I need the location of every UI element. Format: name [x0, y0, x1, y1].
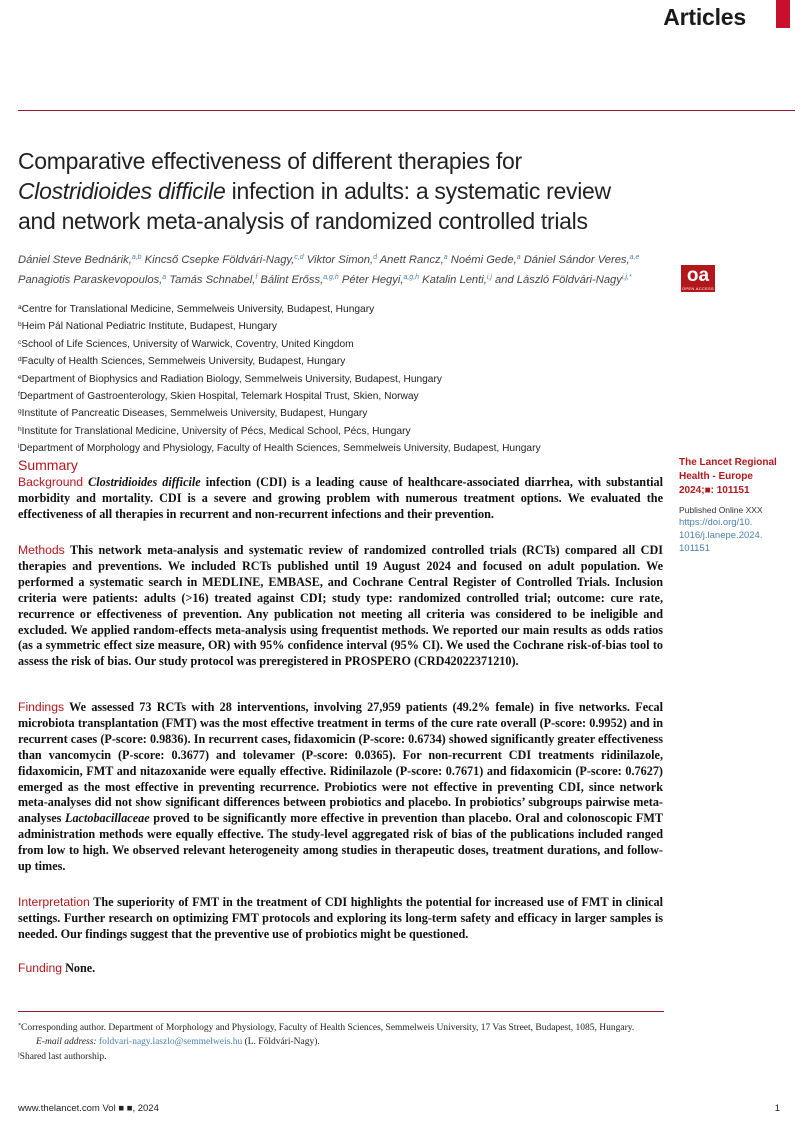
affiliation: $^d$Faculty of Health Sciences, Semmelweis University, Budapest, Hungary [18, 356, 346, 368]
affiliation: $^c$School of Life Sciences, University of Warwick, Coventry, United Kingdom [18, 338, 354, 350]
methods-text: This network meta-analysis and systematic review of randomized controlled trials (RCTs) compared all CDI therapies and preventions. We included RCTs published until 19 August 2024 and focused on adult population. We performed a systematic search in MEDLINE, EMBASE, and Cochrane Central Register of Controlled Trials. Inclusion criteria were patients: adults (>16) treated against CDI; study type: randomized controlled trial; outcome: cure rate, recurrence or effectiveness of prevention. Any publication not meeting all criteria was considered to be ineligible and excluded. We applied random-effects meta-analysis using frequentist methods. We reported our main results as odds ratios (as a symmetric effect size measure, OR) with 95% confidence interval (95% CI). We used the Cochrane risk-of-bias tool to assess the risk of bias. Our study protocol was preregistered in PROSPERO (CRD42022371210). [18, 543, 663, 669]
affiliation: $^e$Department of Biophysics and Radiation Biology, Semmelweis University, Budapest, Hungary [18, 373, 442, 385]
affiliation: $^b$Heim Pál National Pediatric Institute, Budapest, Hungary [18, 321, 278, 333]
title-italic: Clostridioides difficile [18, 178, 226, 204]
methods-label: Methods [18, 543, 65, 557]
interpretation-section [18, 895, 663, 943]
author[interactable]: Katalin Lenti,$^{i,j}$ [422, 274, 492, 286]
top-divider [18, 110, 795, 111]
footnotes [18, 1020, 663, 1065]
interpretation-text: The superiority of FMT in the treatment of CDI highlights the potential for increased use of FMT in clinical settings. Further research on optimizing FMT protocols and exploring its long-term safety and efficacy in larger samples is needed. Our findings suggest that the preventive use of probiotics might be questioned. [18, 895, 663, 941]
author[interactable]: Panagiotis Paraskevopoulos,$^a$ [18, 274, 167, 286]
author[interactable]: Bálint Erőss,$^{a,g,h}$ [260, 274, 339, 286]
funding-text: None. [62, 961, 96, 975]
author[interactable]: Péter Hegyi,$^{a,g,h}$ [341, 274, 420, 286]
author[interactable]: Dániel Steve Bednárik,$^{a,b}$ [18, 254, 142, 266]
summary-heading: Summary [18, 457, 78, 473]
findings-section [18, 700, 663, 875]
funding-section [18, 961, 663, 977]
journal-sidebar [679, 456, 789, 555]
background-section [18, 475, 663, 523]
shared-authorship-note: $^j$Shared last authorship. [18, 1052, 107, 1062]
email-link[interactable]: foldvari-nagy.laszlo@semmelweis.hu [98, 1036, 243, 1047]
title-line-2 [18, 176, 678, 206]
background-text: infection (CDI) is a leading cause of healthcare-associated diarrhea, with substantial morbidity and mortality. CDI is a severe and growing problem with numerous treatment options. We evaluated the effectiveness of all therapies in recurrent and non-recurrent infections and their prevention. [18, 475, 663, 521]
open-access-badge[interactable] [681, 265, 715, 292]
background-label: Background [18, 475, 84, 489]
oa-badge-text: oa [686, 265, 710, 286]
page-number: 1 [774, 1103, 780, 1114]
accent-bar [776, 0, 790, 28]
author[interactable]: Tamás Schnabel,$^f$ [169, 274, 258, 286]
methods-section [18, 543, 663, 670]
author[interactable]: Viktor Simon,$^d$ [306, 254, 377, 266]
findings-text-2: proved to be significantly more effective in prevention than placebo. Oral and colonoscopic FMT administration methods were equally effective. The study-level aggregated risk of bias of the publications included ranged from low to high. We observed relevant heterogeneity among studies in therapeutic doses, treatment durations, and follow-up times. [18, 811, 663, 874]
article-title [18, 146, 678, 236]
background-italic: Clostridioides difficile [88, 475, 201, 489]
oa-badge-caption: OPEN ACCESS [682, 286, 714, 291]
title-line-1: Comparative effectiveness of different therapies for [18, 148, 522, 174]
author[interactable]: and László Földvári-Nagy$^{i,j,*}$ [495, 274, 632, 286]
funding-label: Funding [18, 961, 63, 975]
interpretation-label: Interpretation [18, 895, 90, 909]
findings-text-1: We assessed 73 RCTs with 28 interventions, involving 27,959 patients (49.2% female) in five networks. Fecal microbiota transplantation (FMT) was the most effective treatment in terms of the cure rate overall (P-score: 0.9952) and in recurrent cases (P-score: 0.9836). In recurrent cases, fidaxomicin (P-score: 0.6734) showed significantly greater effectiveness than vancomycin (P-score: 0.3677) and tolevamer (P-score: 0.0365). For non-recurrent CDI treatments ridinilazole, fidaxomicin, FMT and nitazoxanide were equally effective. Ridinilazole (P-score: 0.7671) and fidaxomicin (P-score: 0.7627) emerged as the most effective in preventing recurrence. Probiotics were not effective in preventing CDI, since network meta-analyses did not show significant differences between probiotics and placebo. In probiotics’ subgroups pairwise meta-analyses [18, 700, 663, 826]
findings-italic: Lactobacillaceae [65, 811, 150, 826]
affiliation: $^f$Department of Gastroenterology, Skien Hospital, Telemark Hospital Trust, Skien, Norway [18, 391, 419, 403]
author-list [18, 249, 648, 289]
author[interactable]: Noémi Gede,$^a$ [450, 254, 521, 266]
findings-label: Findings [18, 700, 65, 714]
author[interactable]: Dániel Sándor Veres,$^{a,e}$ [523, 254, 640, 266]
author[interactable]: Anett Rancz,$^a$ [379, 254, 448, 266]
affiliation: $^i$Department of Morphology and Physiology, Faculty of Health Sciences, Semmelweis University, Budapest, Hungary [18, 443, 541, 455]
title-line-3: and network meta-analysis of randomized controlled trials [18, 208, 588, 234]
doi-link[interactable]: https://doi.org/10. 1016/j.lanepe.2024. 101151 [679, 517, 763, 554]
footnote-divider [18, 1011, 664, 1012]
author[interactable]: Kincső Csepke Földvári-Nagy,$^{c,d}$ [144, 254, 304, 266]
section-label: Articles [663, 4, 746, 30]
footer-journal[interactable]: www.thelancet.com Vol ■ ■, 2024 [18, 1103, 159, 1114]
affiliation: $^a$Centre for Translational Medicine, Semmelweis University, Budapest, Hungary [18, 304, 375, 315]
title-line-2-rest: infection in adults: a systematic review [225, 178, 611, 204]
email-note: E-mail address: foldvari-nagy.laszlo@semmelweis.hu (L. Földvári-Nagy). [36, 1036, 320, 1047]
affiliation: $^h$Institute for Translational Medicine, University of Pécs, Medical School, Pécs, Hungary [18, 425, 411, 437]
affiliations [18, 300, 638, 457]
affiliation: $^g$Institute of Pancreatic Diseases, Semmelweis University, Budapest, Hungary [18, 408, 368, 420]
journal-name: The Lancet Regional Health - Europe 2024;■: 101151 [679, 457, 777, 496]
published-online: Published Online XXX [679, 505, 763, 515]
corresponding-author-note: *Corresponding author. Department of Morphology and Physiology, Faculty of Health Sciences, Semmelweis University, 17 Vas Street, Budapest, 1085, Hungary. [18, 1023, 635, 1033]
